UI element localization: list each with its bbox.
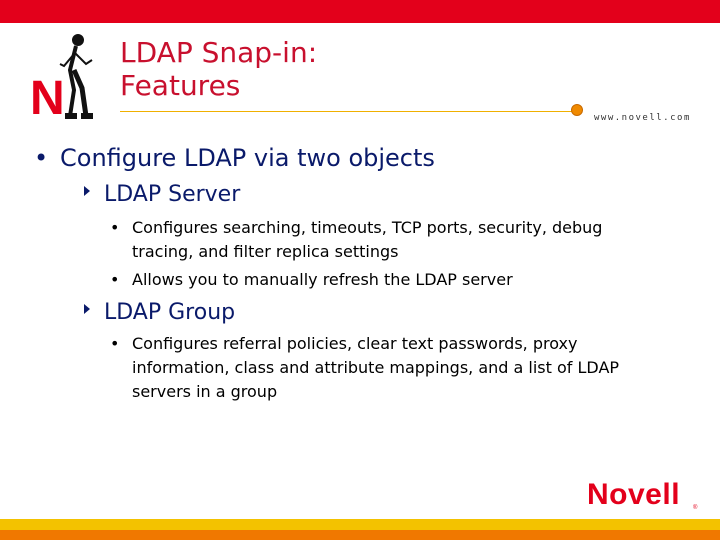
detail-group-1-line-1: Configures referral policies, clear text passwords, proxy bbox=[132, 334, 578, 353]
detail-server-2-line-1: Allows you to manually refresh the LDAP server bbox=[132, 270, 513, 289]
title-rule bbox=[120, 111, 581, 112]
logo-letter: N bbox=[30, 72, 65, 125]
bullet-dot-icon: • bbox=[34, 144, 49, 172]
detail-group-1-line-3: servers in a group bbox=[132, 382, 278, 401]
sub-bullet-server bbox=[84, 182, 240, 207]
top-color-bar bbox=[0, 0, 720, 23]
triangle-bullet-icon bbox=[84, 304, 90, 314]
slide-title bbox=[120, 36, 317, 102]
rule-dot-icon bbox=[571, 104, 583, 116]
title-line-2: Features bbox=[120, 69, 241, 102]
web-address: www.novell.com bbox=[594, 113, 691, 123]
novell-n-man-logo bbox=[30, 30, 110, 130]
sub-bullet-server-text: LDAP Server bbox=[104, 182, 241, 207]
bullet-main-text: Configure LDAP via two objects bbox=[60, 144, 435, 172]
bottom-orange-bar bbox=[0, 530, 720, 540]
registered-mark: ® bbox=[693, 505, 698, 511]
sub-bullet-group-text: LDAP Group bbox=[104, 300, 236, 325]
bullet-dot-icon: • bbox=[110, 334, 120, 353]
novell-brand-logo: Novell bbox=[587, 478, 681, 511]
bullet-dot-icon: • bbox=[110, 270, 120, 289]
detail-group-1-line-2: information, class and attribute mappings, and a list of LDAP bbox=[132, 358, 620, 377]
bullet-main bbox=[34, 144, 435, 172]
detail-server-1-line-2: tracing, and filter replica settings bbox=[132, 242, 399, 261]
bullet-dot-icon: • bbox=[110, 218, 120, 237]
title-line-1: LDAP Snap-in: bbox=[120, 36, 318, 69]
triangle-bullet-icon bbox=[84, 186, 90, 196]
sub-bullet-group bbox=[84, 300, 235, 325]
detail-server-1-line-1: Configures searching, timeouts, TCP ports, security, debug bbox=[132, 218, 603, 237]
bottom-yellow-bar bbox=[0, 519, 720, 530]
